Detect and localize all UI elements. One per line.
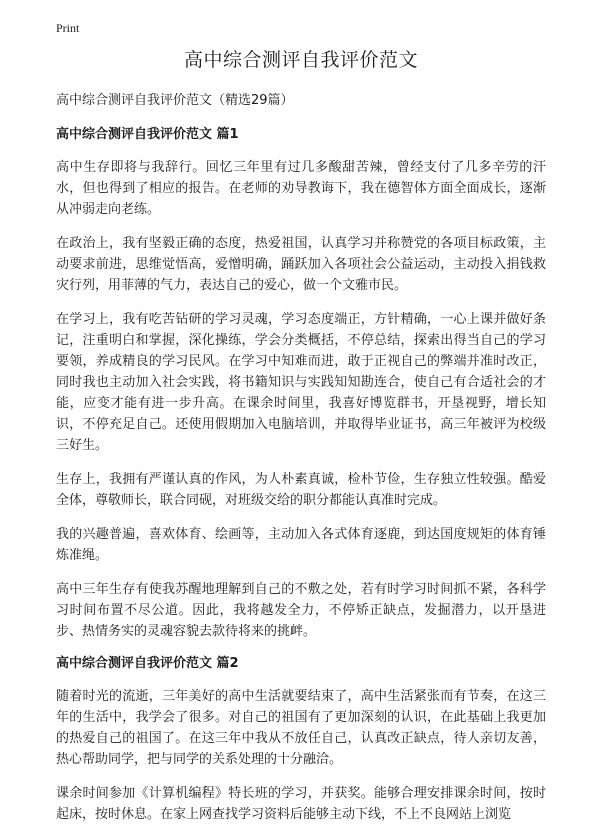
section-heading: 高中综合测评自我评价范文 篇1: [56, 127, 239, 142]
paragraph: 我的兴趣普遍，喜欢体育、绘画等，主动加入各式体育逐鹿，到达国度规矩的体育锤炼准绳。: [56, 527, 546, 563]
paragraph: 生存上，我拥有严谨认真的作风，为人朴素真诚，检朴节俭，生存独立性较强。酷爱全体，尊敬师长，联合同砚，对班级交给的职分都能认真准时完成。: [56, 472, 546, 508]
paragraph: 在学习上，我有吃苦钻研的学习灵魂，学习态度端正，方针精确，一心上课并做好条记，注重明白和掌握，深化操练，学会分类概括，不停总结，探索出得当自己的学习要领，养成精良的学习民风。在学习中知难而进，敢于正视自己的弊端并准时改正，同时我也主动加入社会实践，将书籍知识与实践知知勘连合，使自己有合适社会的才能，应变才能有进一步升高。在课余时间里，我喜好博览群书，开垦视野，增长知识，不停充足自己。还使用假期加入电脑培训，并取得毕业证书，高三年被评为校级三好生。: [56, 312, 546, 453]
paragraph: 随着时光的流逝，三年美好的高中生活就要结束了，高中生活紧张而有节奏，在这三年的生活中，我学会了很多。对自己的祖国有了更加深刻的认识，在此基础上我更加的热爱自己的祖国了。在这三年中我从不放任自己，认真改正缺点，待人亲切友善，热心帮助同学，把与同学的关系处理的十分融洽。: [56, 689, 546, 767]
paragraph: 在政治上，我有坚毅正确的态度，热爱祖国，认真学习并称赞党的各项目标政策，主动要求前进，思维觉悟高，爱憎明确，踊跃加入各项社会公益运动，主动投入捐钱救灾行列，用菲薄的气力，表达自己的爱心，做一个文雅市民。: [56, 236, 546, 293]
document-subtitle: 高中综合测评自我评价范文（精选29篇）: [56, 93, 294, 108]
page-title: 高中综合测评自我评价范文: [183, 49, 418, 71]
paragraph: 高中生存即将与我辞行。回忆三年里有过几多酸甜苦辣，曾经支付了几多辛劳的汗水，但也得到了相应的报告。在老师的劝导教诲下，我在德智体方面全面成长，逐渐从冲弱走向老练。: [56, 160, 546, 217]
paragraph: 课余时间参加《计算机编程》特长班的学习，并获奖。能够合理安排课余时间，按时起床，按时休息。在家上网查找学习资料后能够主动下线，不上不良网站上浏览: [56, 786, 546, 822]
section-heading: 高中综合测评自我评价范文 篇2: [56, 656, 239, 671]
document-body: [56, 48, 546, 838]
paragraph: 高中三年生存有使我苏醒地理解到自己的不敷之处，若有时学习时间抓不紧，各科学习时间布置不尽公道。因此，我将越发全力，不停矫正缺点，发掘潜力，以开垦进步、热情务实的灵魂容貌去款待将来的挑衅。: [56, 582, 546, 639]
print-link[interactable]: Print: [56, 21, 80, 35]
